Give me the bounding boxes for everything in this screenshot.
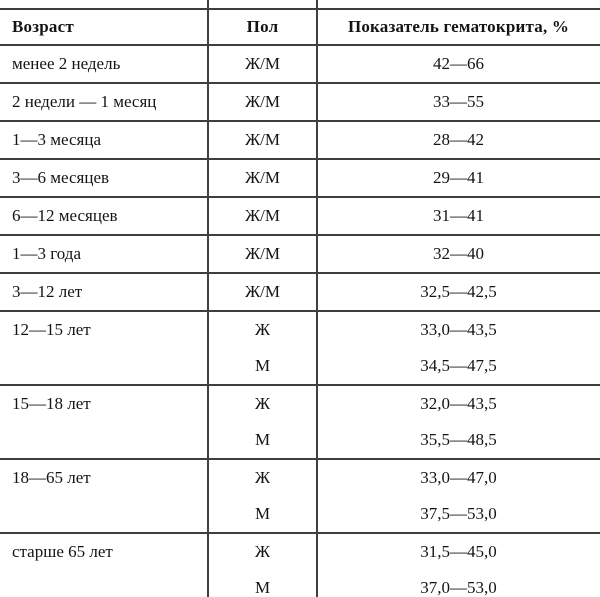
sex-label: Ж/М <box>244 92 281 111</box>
sex-cell <box>208 121 317 159</box>
hematocrit-range: 32,5—42,5 <box>420 282 497 301</box>
column-header-age: Возраст <box>12 17 74 36</box>
age-label: 12—15 лет <box>12 320 91 339</box>
sex-cell <box>208 533 317 597</box>
table-row <box>0 459 600 533</box>
value-cell <box>317 83 600 121</box>
hematocrit-range: 33—55 <box>433 92 484 111</box>
sex-label: Ж/М <box>244 130 281 149</box>
age-label: 6—12 месяцев <box>12 206 118 225</box>
hematocrit-range: 37,0—53,0 <box>420 578 497 597</box>
hematocrit-table <box>0 8 600 597</box>
age-label: 2 недели — 1 месяц <box>12 92 157 111</box>
header-row <box>0 9 600 45</box>
sex-cell <box>208 197 317 235</box>
sex-label: М <box>254 356 271 375</box>
hematocrit-range: 31,5—45,0 <box>420 542 497 561</box>
value-cell <box>317 311 600 385</box>
age-label: старше 65 лет <box>12 542 113 561</box>
sex-cell <box>208 385 317 459</box>
sex-label: М <box>254 578 271 597</box>
age-label: 3—12 лет <box>12 282 83 301</box>
hematocrit-range: 42—66 <box>433 54 484 73</box>
age-label: 18—65 лет <box>12 468 91 487</box>
age-cell <box>0 159 208 197</box>
table-row <box>0 311 600 385</box>
sex-label: Ж/М <box>244 282 281 301</box>
sex-cell <box>208 459 317 533</box>
age-cell <box>0 533 208 597</box>
hematocrit-range: 35,5—48,5 <box>420 430 497 449</box>
age-label: 1—3 месяца <box>12 130 101 149</box>
table-row <box>0 83 600 121</box>
sex-label: М <box>254 504 271 523</box>
value-cell <box>317 459 600 533</box>
sex-cell <box>208 83 317 121</box>
hematocrit-range: 28—42 <box>433 130 484 149</box>
hematocrit-range: 29—41 <box>433 168 484 187</box>
sex-cell <box>208 45 317 83</box>
table-row <box>0 385 600 459</box>
age-cell <box>0 121 208 159</box>
sex-label: Ж <box>254 542 271 561</box>
table-row <box>0 273 600 311</box>
value-cell <box>317 45 600 83</box>
hematocrit-range: 34,5—47,5 <box>420 356 497 375</box>
hematocrit-range: 33,0—47,0 <box>420 468 497 487</box>
age-label: 3—6 месяцев <box>12 168 110 187</box>
value-cell <box>317 385 600 459</box>
value-cell <box>317 533 600 597</box>
sex-label: Ж <box>254 320 271 339</box>
age-label: 15—18 лет <box>12 394 91 413</box>
sex-cell <box>208 273 317 311</box>
age-cell <box>0 45 208 83</box>
sex-cell <box>208 235 317 273</box>
sex-label: Ж <box>254 468 271 487</box>
age-label: 1—3 года <box>12 244 82 263</box>
hematocrit-range: 32—40 <box>433 244 484 263</box>
age-cell <box>0 311 208 385</box>
age-cell <box>0 385 208 459</box>
age-cell <box>0 235 208 273</box>
age-cell <box>0 83 208 121</box>
sex-cell <box>208 159 317 197</box>
column-header-sex: Пол <box>246 17 279 36</box>
hematocrit-range: 37,5—53,0 <box>420 504 497 523</box>
age-label: менее 2 недель <box>12 54 121 73</box>
age-cell <box>0 459 208 533</box>
value-cell <box>317 235 600 273</box>
table-row <box>0 159 600 197</box>
value-cell <box>317 159 600 197</box>
hematocrit-range: 31—41 <box>433 206 484 225</box>
hematocrit-range: 32,0—43,5 <box>420 394 497 413</box>
hematocrit-range: 33,0—43,5 <box>420 320 497 339</box>
table-body <box>0 45 600 597</box>
sex-label: Ж/М <box>244 168 281 187</box>
sex-label: Ж/М <box>244 244 281 263</box>
age-cell <box>0 197 208 235</box>
age-cell <box>0 273 208 311</box>
table-row <box>0 235 600 273</box>
sex-label: Ж/М <box>244 206 281 225</box>
table-row <box>0 121 600 159</box>
sex-label: Ж <box>254 394 271 413</box>
table-row <box>0 197 600 235</box>
column-header-hematocrit: Показатель гематокрита, % <box>347 17 570 36</box>
sex-cell <box>208 311 317 385</box>
value-cell <box>317 273 600 311</box>
sex-label: Ж/М <box>244 54 281 73</box>
value-cell <box>317 197 600 235</box>
sex-label: М <box>254 430 271 449</box>
value-cell <box>317 121 600 159</box>
table-row <box>0 45 600 83</box>
table-row <box>0 533 600 597</box>
